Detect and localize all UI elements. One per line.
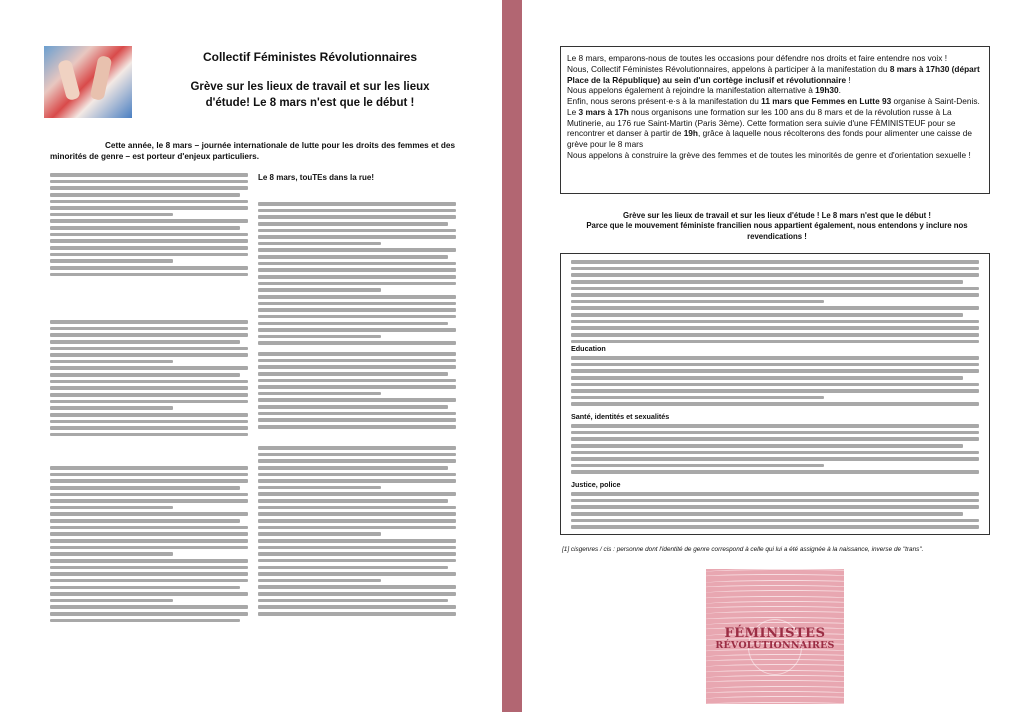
text-line bbox=[258, 322, 448, 326]
text-line bbox=[571, 293, 979, 297]
text-line bbox=[258, 222, 448, 226]
text-line bbox=[571, 383, 979, 387]
text-line bbox=[50, 360, 173, 364]
text-line bbox=[258, 248, 456, 252]
text-line bbox=[50, 200, 248, 204]
text-line bbox=[258, 268, 456, 272]
text-line bbox=[258, 398, 456, 402]
text-line bbox=[50, 246, 248, 250]
text-line bbox=[571, 300, 824, 304]
text-line bbox=[258, 566, 448, 570]
text-line bbox=[50, 539, 248, 543]
demands-group-1 bbox=[571, 260, 979, 343]
text-line bbox=[50, 506, 173, 510]
text-line bbox=[258, 275, 456, 279]
text-line bbox=[258, 599, 448, 603]
text-line bbox=[571, 273, 979, 277]
text-line bbox=[258, 526, 456, 530]
text-line bbox=[258, 341, 456, 345]
text-line bbox=[571, 287, 979, 291]
text-line bbox=[50, 193, 240, 197]
text-line bbox=[50, 400, 248, 404]
text-line bbox=[258, 579, 381, 583]
text-line bbox=[50, 579, 248, 583]
text-line bbox=[50, 333, 248, 337]
text-line bbox=[50, 619, 240, 623]
text-line bbox=[50, 499, 248, 503]
text-line bbox=[258, 282, 456, 286]
demands-header: Grève sur les lieux de travail et sur les lieux d'étude ! Le 8 mars n'est que le début ! Parce que le mouvement féministe francilien nous appartient également, nous entendons y inclure nos revendications ! bbox=[586, 211, 968, 241]
text-line bbox=[50, 433, 248, 437]
text-line bbox=[50, 493, 248, 497]
text-line bbox=[258, 572, 456, 576]
text-line bbox=[571, 505, 979, 509]
text-line bbox=[50, 592, 248, 596]
text-line bbox=[50, 253, 248, 257]
right-page bbox=[522, 0, 1024, 712]
text-line bbox=[258, 559, 456, 563]
text-line bbox=[258, 453, 456, 457]
text-line bbox=[571, 431, 979, 435]
logo-wave bbox=[706, 574, 844, 580]
demands-group-3 bbox=[571, 424, 979, 474]
text-line bbox=[258, 352, 456, 356]
text-line bbox=[571, 313, 963, 317]
logo-wave bbox=[706, 611, 844, 617]
text-line bbox=[258, 418, 456, 422]
text-line bbox=[50, 426, 248, 430]
text-line bbox=[258, 486, 381, 490]
text-line bbox=[258, 512, 456, 516]
text-line bbox=[50, 486, 240, 490]
text-line bbox=[50, 213, 173, 217]
logo-wave bbox=[706, 696, 844, 702]
text-line bbox=[50, 559, 248, 563]
logo-wave bbox=[706, 585, 844, 591]
text-line bbox=[258, 532, 381, 536]
text-line bbox=[258, 308, 456, 312]
text-line bbox=[50, 186, 248, 190]
logo-wave bbox=[706, 590, 844, 596]
text-line bbox=[50, 273, 248, 277]
text-line bbox=[571, 267, 979, 271]
column-1-text bbox=[50, 173, 248, 276]
column-2-text-c bbox=[258, 446, 456, 616]
text-line bbox=[50, 413, 248, 417]
logo-wave bbox=[706, 686, 844, 692]
text-line bbox=[571, 320, 979, 324]
text-line bbox=[50, 599, 173, 603]
text-line bbox=[571, 451, 979, 455]
text-line bbox=[50, 340, 240, 344]
text-line bbox=[50, 420, 248, 424]
text-line bbox=[258, 466, 448, 470]
text-line bbox=[258, 519, 456, 523]
text-line bbox=[571, 499, 979, 503]
text-line bbox=[50, 532, 248, 536]
text-line bbox=[258, 459, 456, 463]
text-line bbox=[571, 363, 979, 367]
text-line bbox=[571, 340, 979, 344]
text-line bbox=[258, 335, 381, 339]
section-title-justice: Justice, police bbox=[571, 480, 621, 489]
text-line bbox=[571, 470, 979, 474]
text-line bbox=[571, 519, 979, 523]
text-line bbox=[571, 376, 963, 380]
text-line bbox=[50, 479, 248, 483]
text-line bbox=[258, 385, 456, 389]
text-line bbox=[50, 259, 173, 263]
column-2-heading: Le 8 mars, touTEs dans la rue! bbox=[258, 173, 375, 182]
text-line bbox=[50, 353, 248, 357]
text-line bbox=[258, 506, 456, 510]
text-line bbox=[50, 266, 248, 270]
text-line bbox=[571, 389, 979, 393]
logo-wave bbox=[706, 580, 844, 586]
text-line bbox=[50, 466, 248, 470]
text-line bbox=[258, 392, 381, 396]
section-title-sante: Santé, identités et sexualités bbox=[571, 412, 670, 421]
text-line bbox=[258, 546, 456, 550]
logo-wave bbox=[706, 606, 844, 612]
collectif-logo bbox=[706, 569, 844, 704]
text-line bbox=[50, 347, 248, 351]
text-line bbox=[50, 546, 248, 550]
text-line bbox=[571, 525, 979, 529]
text-line bbox=[50, 327, 248, 331]
text-line bbox=[258, 499, 448, 503]
text-line bbox=[50, 406, 173, 410]
text-line bbox=[50, 180, 248, 184]
text-line bbox=[571, 356, 979, 360]
text-line bbox=[258, 585, 456, 589]
text-line bbox=[50, 366, 248, 370]
text-line bbox=[258, 425, 456, 429]
column-2-text-a bbox=[258, 202, 456, 345]
text-line bbox=[258, 209, 456, 213]
text-line bbox=[258, 479, 456, 483]
text-line bbox=[571, 492, 979, 496]
text-line bbox=[50, 566, 248, 570]
text-line bbox=[50, 605, 248, 609]
text-line bbox=[571, 326, 979, 330]
text-line bbox=[571, 333, 979, 337]
logo-wave bbox=[706, 601, 844, 607]
logo-wave bbox=[706, 596, 844, 602]
text-line bbox=[50, 320, 248, 324]
text-line bbox=[258, 255, 448, 259]
call-to-action-box: Le 8 mars, emparons-nous de toutes les occasions pour défendre nos droits et faire entendre nos voix ! Nous, Collectif Féministes Révolutionnaires, appelons à participer à la manifestation du 8 mars à 17h30 (départ Place de la République) au sein d'un cortège inclusif et révolutionnaire ! Nous appelons également à rejoindre la manifestation alternative à 19h30. Enfin, nous serons présent·e·s à la manifestation du 11 mars que Femmes en Lutte 93 organise à Saint-Denis. Le 3 mars à 17h nous organisons une formation sur les 100 ans du 8 mars et de la révolution russe à La Mutinerie, au 176 rue Saint-Martin (Paris 3ème). Cette formation sera suivie d'une FÉMINISTEUF pour se rencontrer et danser à partir de 19h, grâce à laquelle nous récolterons des fonds pour alimenter une caisse de grève pour le 8 mars Nous appelons à construire la grève des femmes et de toutes les minorités de genre et d'orientation sexuelle ! bbox=[560, 46, 990, 194]
text-line bbox=[258, 412, 456, 416]
text-line bbox=[571, 260, 979, 264]
text-line bbox=[258, 405, 448, 409]
column-2-text-b bbox=[258, 352, 456, 429]
text-line bbox=[571, 396, 824, 400]
text-line bbox=[258, 379, 456, 383]
text-line bbox=[50, 173, 248, 177]
column-1-text-c bbox=[50, 466, 248, 622]
text-line bbox=[258, 605, 456, 609]
text-line bbox=[50, 386, 248, 390]
text-line bbox=[258, 612, 456, 616]
text-line bbox=[50, 393, 248, 397]
text-line bbox=[258, 552, 456, 556]
text-line bbox=[50, 519, 240, 523]
logo-wave bbox=[706, 680, 844, 686]
intro-paragraph: Cette année, le 8 mars – journée internationale de lutte pour les droits des femmes et des minorités de genre – est porteur d'enjeux particuliers. bbox=[50, 141, 455, 161]
text-line bbox=[571, 402, 979, 406]
text-line bbox=[258, 302, 456, 306]
text-line bbox=[258, 592, 456, 596]
text-line bbox=[50, 612, 248, 616]
demands-list-box bbox=[560, 253, 990, 535]
text-line bbox=[258, 229, 456, 233]
text-line bbox=[571, 280, 963, 284]
logo-wave bbox=[706, 691, 844, 697]
text-line bbox=[571, 512, 963, 516]
text-line bbox=[258, 242, 381, 246]
column-1-text-b bbox=[50, 320, 248, 436]
text-line bbox=[50, 552, 173, 556]
text-line bbox=[258, 215, 456, 219]
text-line bbox=[258, 492, 456, 496]
text-line bbox=[258, 235, 456, 239]
text-line bbox=[571, 457, 979, 461]
text-line bbox=[50, 473, 248, 477]
text-line bbox=[258, 365, 456, 369]
left-page bbox=[0, 0, 502, 712]
text-line bbox=[258, 372, 448, 376]
text-line bbox=[50, 586, 240, 590]
logo-text: FÉMINISTES RÉVOLUTIONNAIRES bbox=[715, 626, 835, 651]
text-line bbox=[50, 373, 240, 377]
text-line bbox=[50, 526, 248, 530]
main-title: Grève sur les lieux de travail et sur les lieux d'étude! Le 8 mars n'est que le début ! bbox=[190, 81, 430, 109]
text-line bbox=[258, 262, 456, 266]
text-line bbox=[50, 512, 248, 516]
raised-fists-photo bbox=[44, 46, 132, 118]
text-line bbox=[571, 424, 979, 428]
footnote: [1] cisgenres / cis : personne dont l'identité de genre correspond à celle qui lui a été assignée à la naissance, inverse de "trans". bbox=[562, 546, 924, 553]
text-line bbox=[258, 202, 456, 206]
text-line bbox=[50, 233, 248, 237]
text-line bbox=[258, 473, 456, 477]
text-line bbox=[571, 444, 963, 448]
text-line bbox=[50, 380, 248, 384]
text-line bbox=[258, 288, 381, 292]
text-line bbox=[50, 219, 248, 223]
text-line bbox=[50, 206, 248, 210]
demands-group-4 bbox=[571, 492, 979, 529]
text-line bbox=[50, 226, 240, 230]
text-line bbox=[50, 572, 248, 576]
text-line bbox=[571, 464, 824, 468]
text-line bbox=[50, 239, 248, 243]
text-line bbox=[258, 539, 456, 543]
text-line bbox=[258, 359, 456, 363]
text-line bbox=[571, 306, 979, 310]
text-line bbox=[571, 369, 979, 373]
text-line bbox=[571, 437, 979, 441]
section-title-education: Education bbox=[571, 344, 606, 353]
text-line bbox=[258, 315, 456, 319]
text-line bbox=[258, 295, 456, 299]
demands-group-2 bbox=[571, 356, 979, 406]
text-line bbox=[258, 328, 456, 332]
org-title: Collectif Féministes Révolutionnaires bbox=[202, 50, 418, 64]
text-line bbox=[258, 446, 456, 450]
